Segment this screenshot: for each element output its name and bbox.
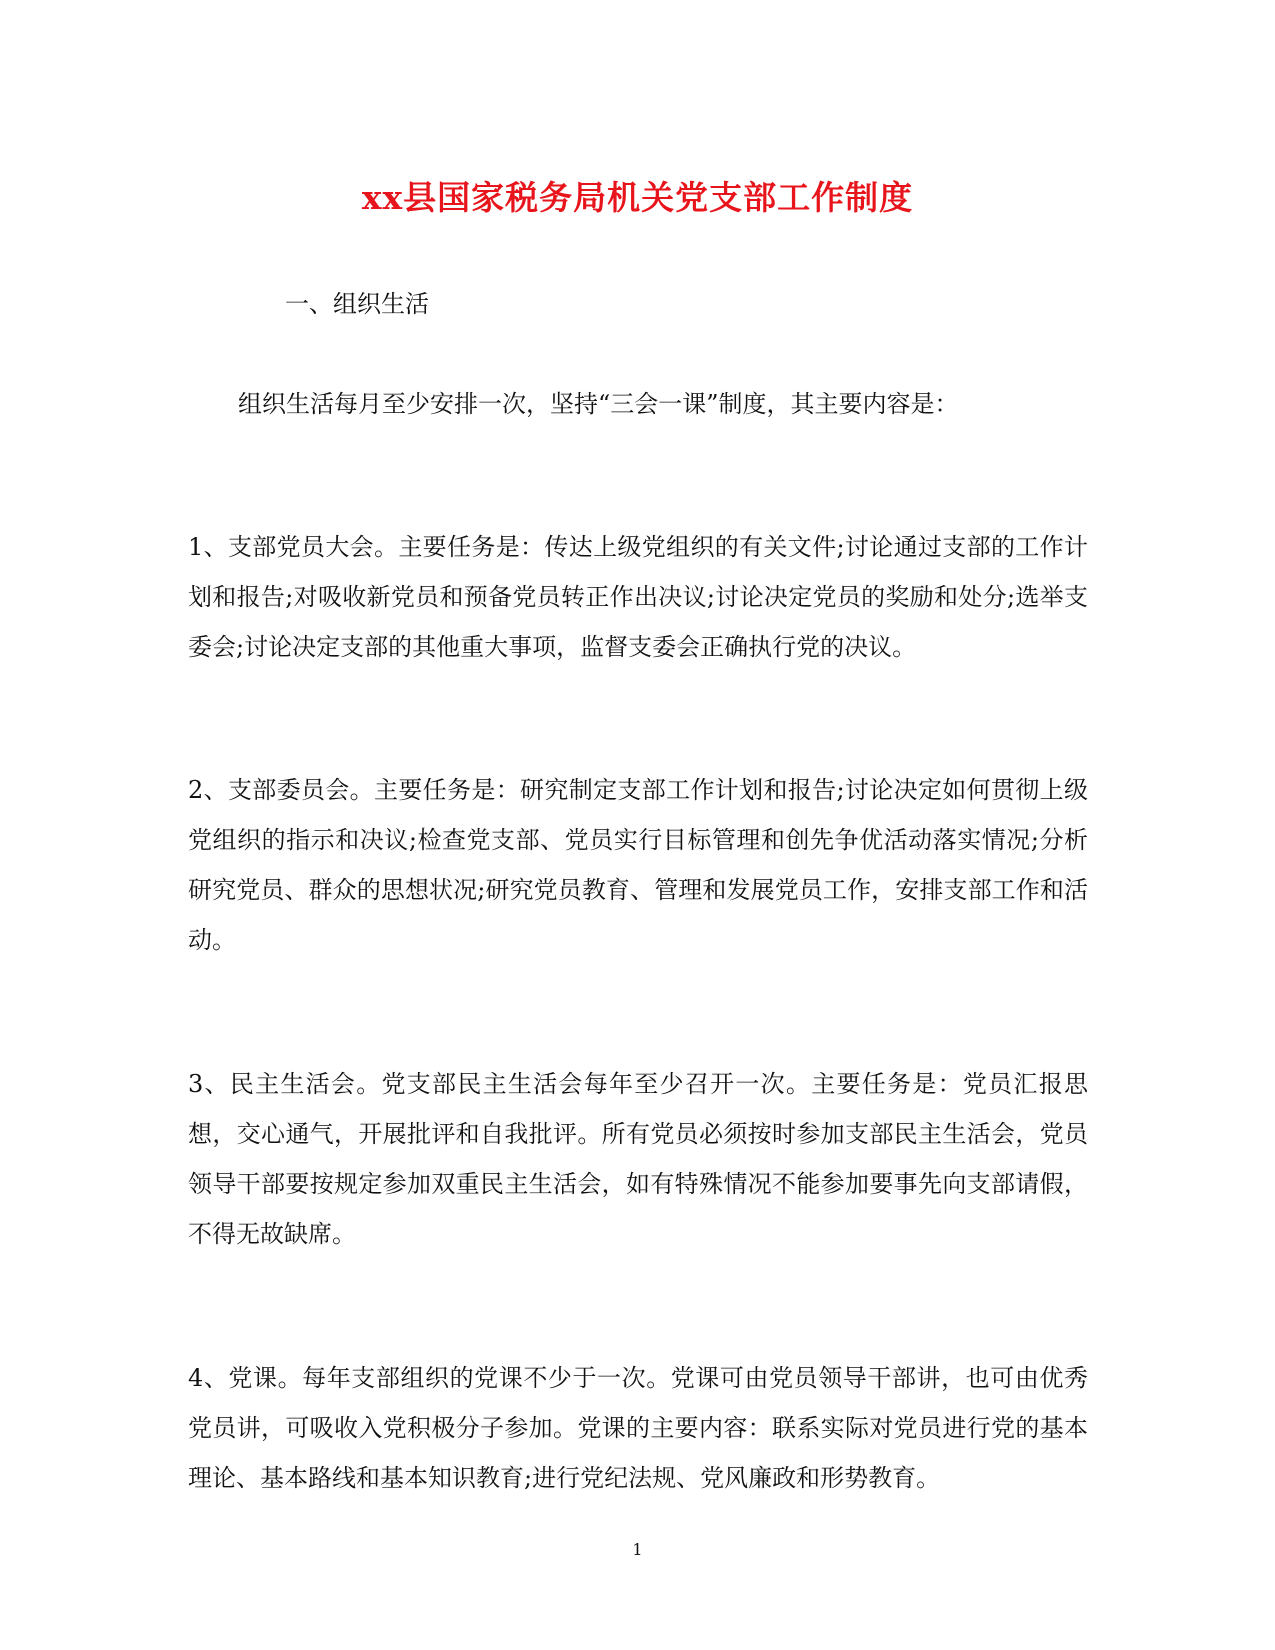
intro-paragraph: 组织生活每月至少安排一次，坚持“三会一课”制度，其主要内容是： (238, 390, 959, 418)
document-title: xx县国家税务局机关党支部工作制度 (361, 178, 914, 217)
section-heading: 一、组织生活 (285, 290, 429, 318)
page-number: 1 (632, 1540, 643, 1559)
item-branch-committee: 2、支部委员会。主要任务是：研究制定支部工作计划和报告;讨论决定如何贯彻上级党组织的指示和决议;检查党支部、党员实行目标管理和创先争优活动落实情况;分析研究党员、群众的思想状况;研究党员教育、管理和发展党员工作，安排支部工作和活动。 (188, 776, 1088, 954)
item-democratic-life-meeting: 3、民主生活会。党支部民主生活会每年至少召开一次。主要任务是：党员汇报思想，交心通气，开展批评和自我批评。所有党员必须按时参加支部民主生活会，党员领导干部要按规定参加双重民主生活会，如有特殊情况不能参加要事先向支部请假，不得无故缺席。 (188, 1070, 1088, 1248)
item-party-lecture: 4、党课。每年支部组织的党课不少于一次。党课可由党员领导干部讲，也可由优秀党员讲，可吸收入党积极分子参加。党课的主要内容：联系实际对党员进行党的基本理论、基本路线和基本知识教育;进行党纪法规、党风廉政和形势教育。 (188, 1364, 1088, 1492)
item-party-member-meeting: 1、支部党员大会。主要任务是：传达上级党组织的有关文件;讨论通过支部的工作计划和报告;对吸收新党员和预备党员转正作出决议;讨论决定党员的奖励和处分;选举支委会;讨论决定支部的其他重大事项，监督支委会正确执行党的决议。 (188, 533, 1088, 661)
